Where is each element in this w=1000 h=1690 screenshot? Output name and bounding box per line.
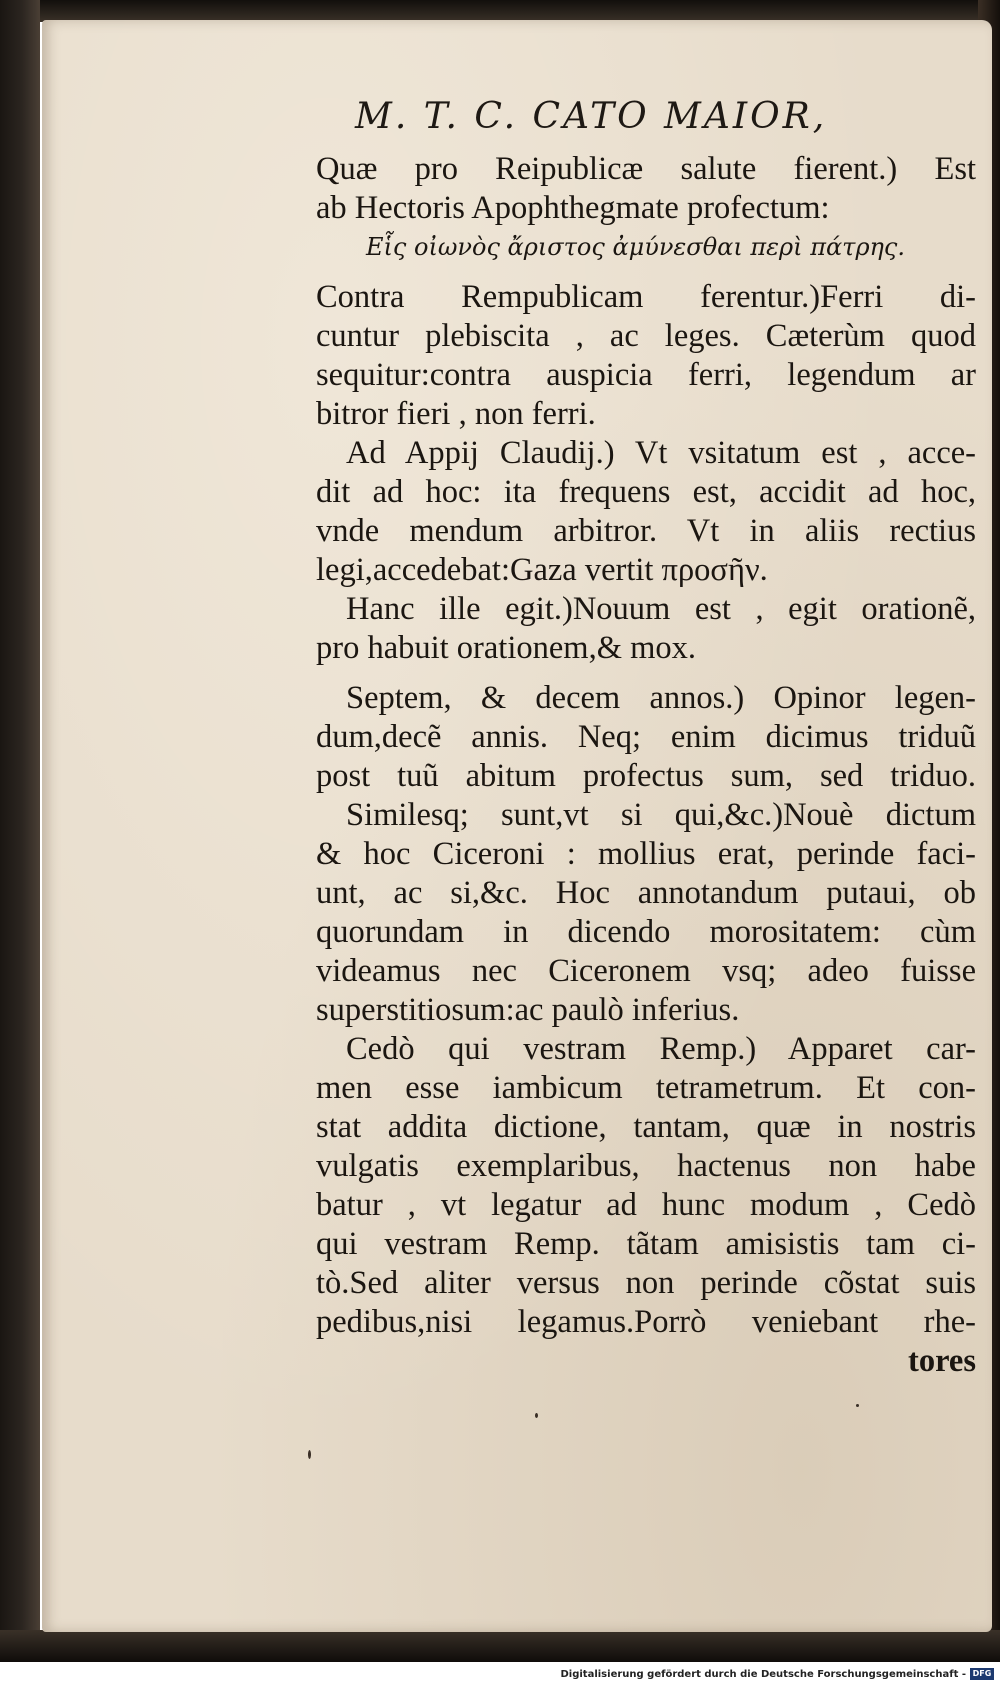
binding-edge-top	[0, 0, 1000, 22]
text-line: bitror fieri , non ferri.	[316, 396, 596, 432]
text-line: Contra Rempublicam ferentur.)Ferri di-	[316, 279, 976, 315]
text-line: Similesq; sunt,vt si qui,&c.)Nouè dictum	[346, 797, 976, 833]
text-line: dum,decẽ annis. Neq; enim dicimus triduũ	[316, 719, 976, 755]
greek-quotation-line: Εἷς οἰωνὸς ἄριστος ἀμύνεσθαι περὶ πάτρης.	[366, 233, 906, 261]
text-line: dit ad hoc: ita frequens est, accidit ad hoc,	[316, 474, 976, 510]
paragraph-gap	[316, 267, 976, 278]
text-line: unt, ac si,&c. Hoc annotandum putaui, ob	[316, 875, 976, 911]
text-line: Septem, & decem annos.) Opinor legen-	[346, 680, 976, 716]
text-line: qui vestram Remp. tãtam amisistis tam ci-	[316, 1226, 976, 1262]
text-line: stat addita dictione, tantam, quæ in nostris	[316, 1109, 976, 1145]
footer-text: Digitalisierung gefördert durch die Deutsche Forschungsgemeinschaft -	[560, 1668, 966, 1680]
binding-edge-bottom	[0, 1630, 1000, 1662]
text-line: quorundam in dicendo morositatem: cùm	[316, 914, 976, 950]
paragraph-gap	[316, 668, 976, 679]
text-line: batur , vt legatur ad hunc modum , Cedò	[316, 1187, 976, 1223]
text-line: sequitur:contra auspicia ferri, legendum ar	[316, 357, 976, 393]
ink-speck	[535, 1413, 538, 1418]
text-line: pro habuit orationem,& mox.	[316, 630, 697, 666]
ink-speck	[308, 1450, 311, 1459]
text-line: ab Hectoris Apophthegmate profectum:	[316, 190, 830, 226]
binding-edge-left	[0, 0, 40, 1660]
text-line: Hanc ille egit.)Nouum est , egit orationẽ,	[346, 591, 976, 627]
body-text	[316, 150, 976, 1381]
dfg-logo: DFG	[970, 1668, 994, 1680]
text-line: vulgatis exemplaribus, hactenus non habe	[316, 1148, 976, 1184]
running-head: M. T. C. CATO MAIOR,	[355, 96, 828, 137]
text-line: legi,accedebat:Gaza vertit προσῆν.	[316, 552, 768, 588]
text-line: & hoc Ciceroni : mollius erat, perinde faci-	[316, 836, 976, 872]
text-line: tò.Sed aliter versus non perinde cõstat suis	[316, 1265, 976, 1301]
text-line: vnde mendum arbitror. Vt in aliis rectius	[316, 513, 976, 549]
text-line: superstitiosum:ac paulò inferius.	[316, 992, 740, 1028]
text-line: Quæ pro Reipublicæ salute fierent.) Est	[316, 151, 976, 187]
ink-speck	[856, 1404, 859, 1407]
text-line: Cedò qui vestram Remp.) Apparet car-	[346, 1031, 976, 1067]
catchword: tores	[908, 1343, 976, 1379]
text-line: post tuũ abitum profectus sum, sed triduo.	[316, 758, 976, 794]
text-line: cuntur plebiscita , ac leges. Cæterùm quod	[316, 318, 976, 354]
footer-credit	[560, 1668, 994, 1680]
text-line: videamus nec Ciceronem vsq; adeo fuisse	[316, 953, 976, 989]
text-line: pedibus,nisi legamus.Porrò veniebant rhe-	[316, 1304, 976, 1340]
text-line: men esse iambicum tetrametrum. Et con-	[316, 1070, 976, 1106]
text-line: Ad Appij Claudij.) Vt vsitatum est , acce-	[346, 435, 976, 471]
